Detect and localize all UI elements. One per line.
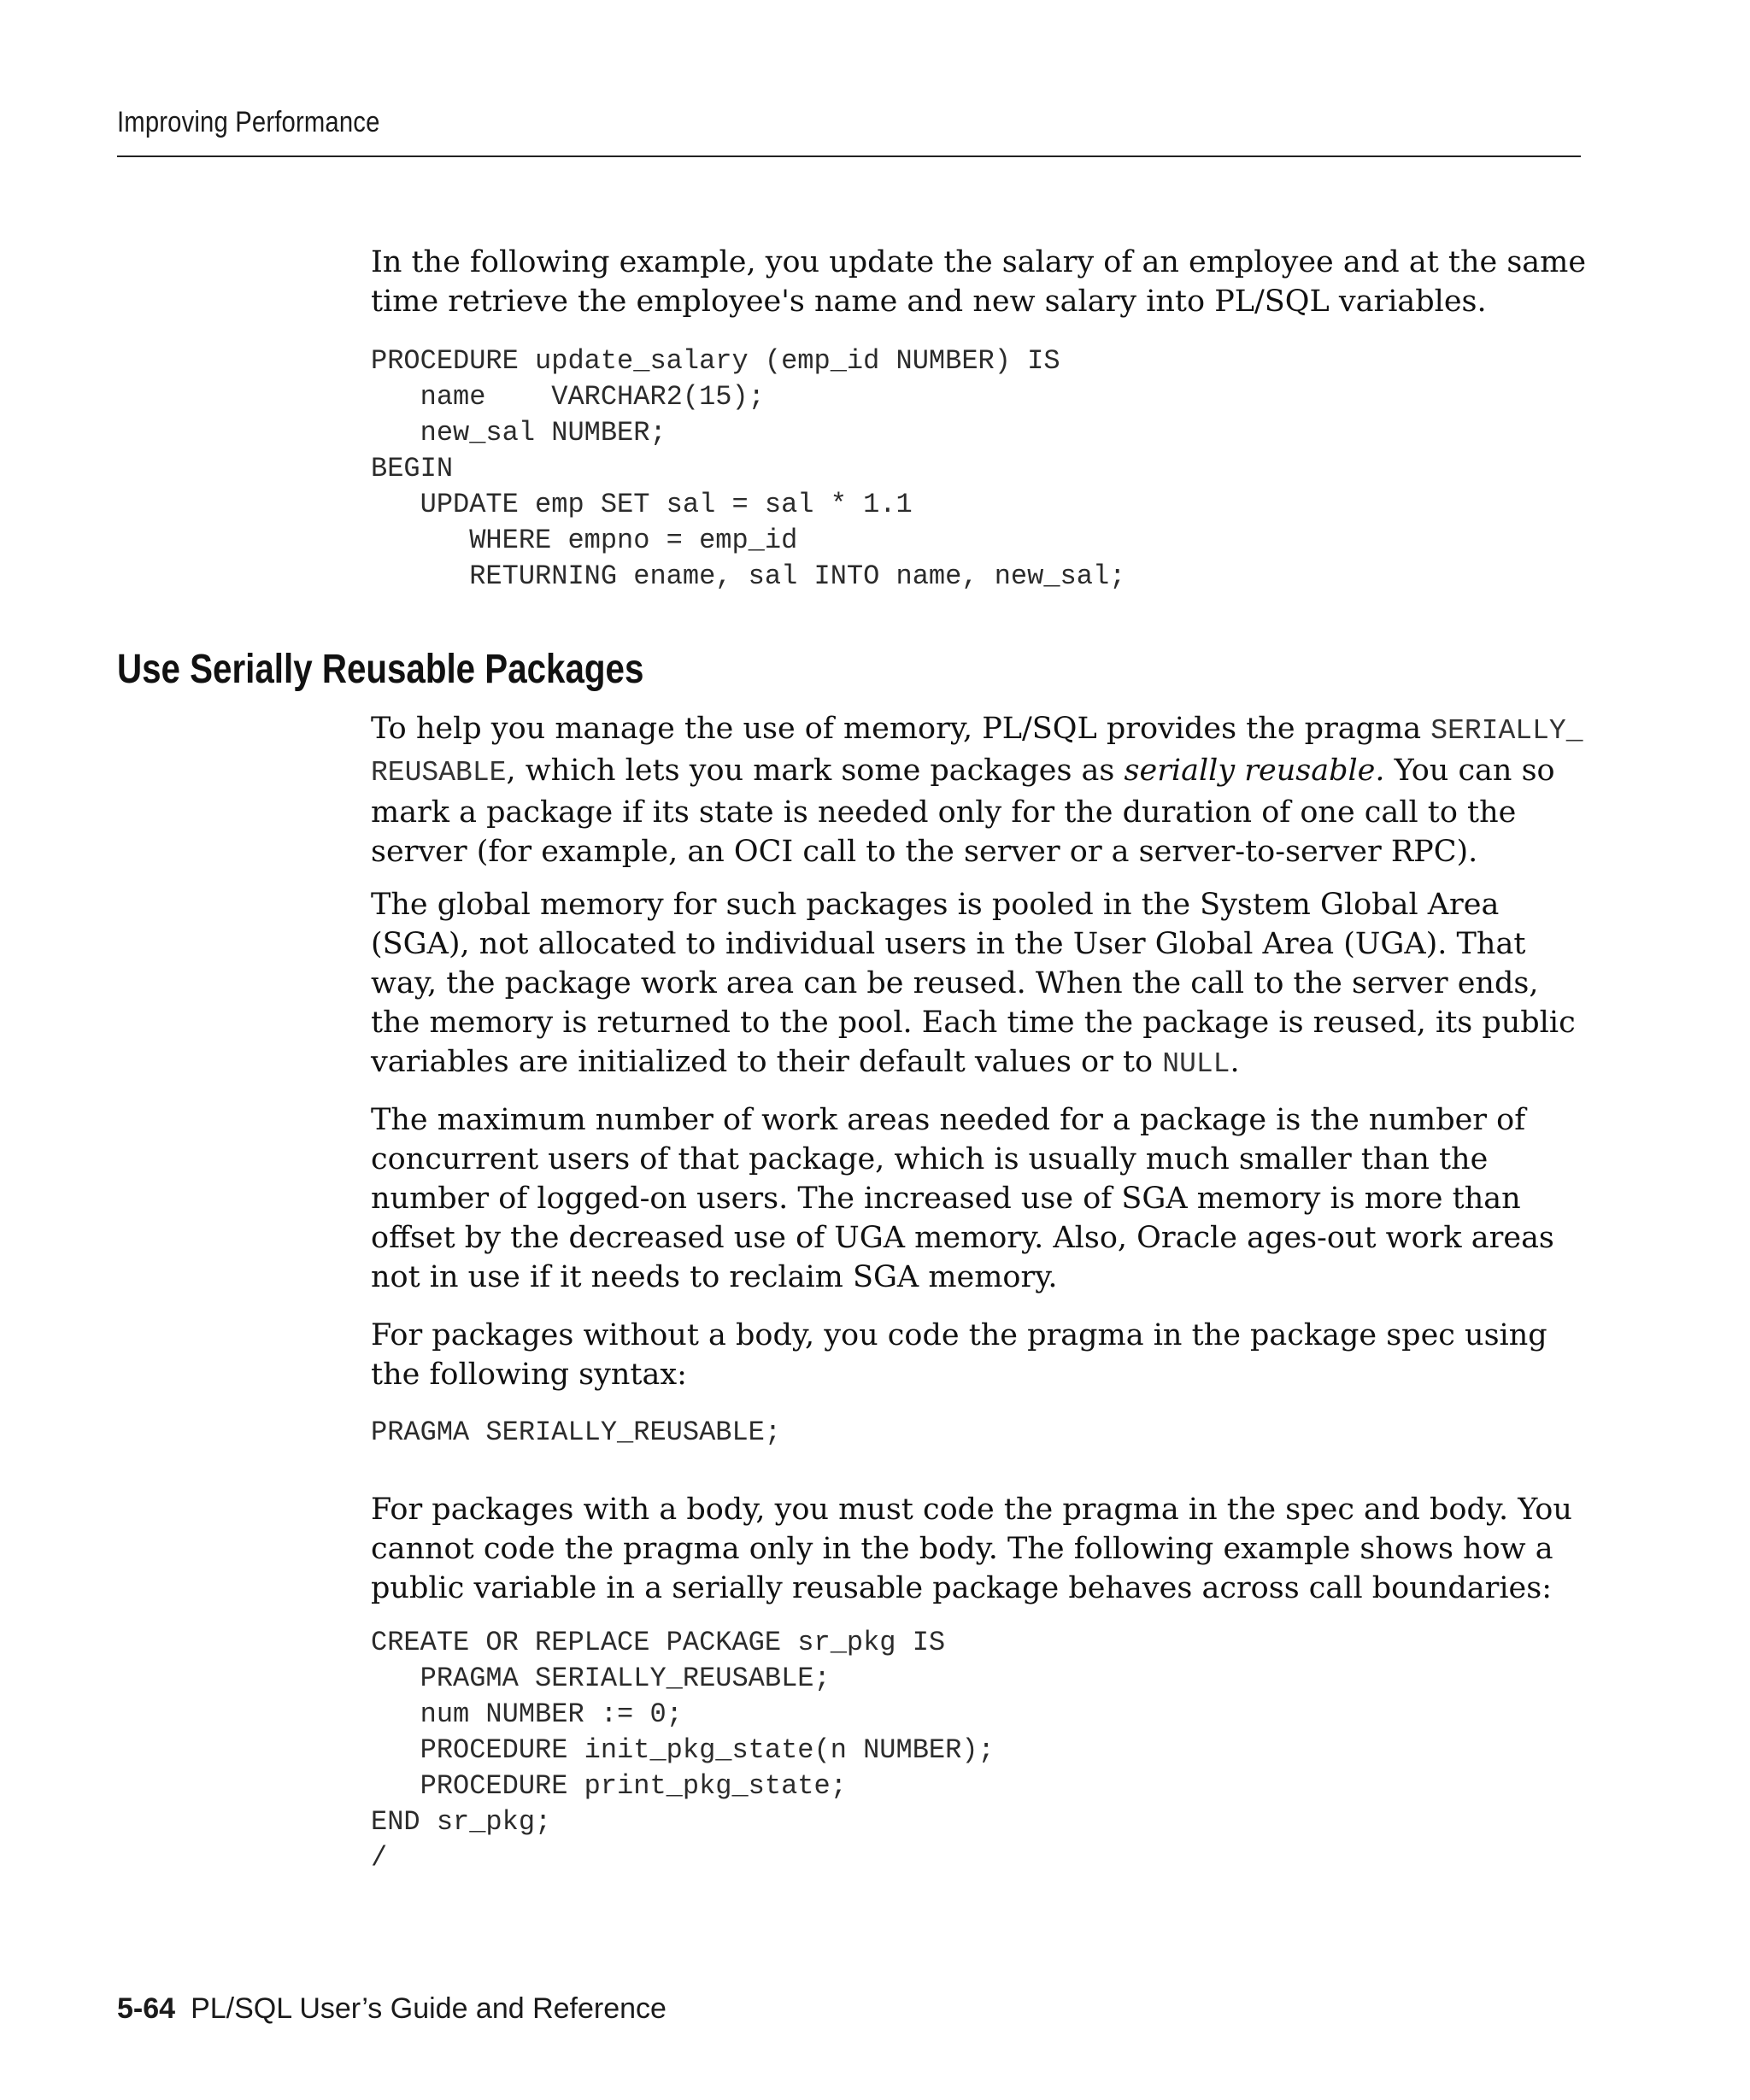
p2-text-end: .	[1230, 1045, 1240, 1079]
code-line: new_sal NUMBER;	[371, 417, 667, 449]
code-line: name VARCHAR2(15);	[371, 381, 765, 413]
page-number: 5-64	[117, 1992, 176, 2025]
header-rule	[117, 155, 1581, 157]
section-heading: Use Serially Reusable Packages	[117, 647, 644, 692]
code-line: PRAGMA SERIALLY_REUSABLE;	[371, 1663, 831, 1694]
code-line: UPDATE emp SET sal = sal * 1.1	[371, 489, 913, 520]
intro-paragraph: In the following example, you update the salary of an employee and at the same time retrieve the employee's name and new salary into PL/SQL variables.	[371, 245, 1587, 319]
code-line: /	[371, 1842, 388, 1874]
pragma-name-code: SERIALLY_ REUSABLE	[371, 715, 1583, 789]
null-code: NULL	[1162, 1048, 1230, 1080]
book-title: PL/SQL User’s Guide and Reference	[191, 1992, 667, 2025]
section-paragraph-3: The maximum number of work areas needed for a package is the number of concurrent users of that package, which is usually much smaller than the number of logged-on users. The increased use of SGA memory is more than offset by the decreased use of UGA memory. Also, Oracle ages-out work areas not in use if it needs to reclaim SGA memory.	[371, 1103, 1554, 1294]
section-paragraph-4: For packages without a body, you code the pragma in the package spec using the following syntax:	[371, 1318, 1547, 1392]
code-line: PROCEDURE update_salary (emp_id NUMBER) IS	[371, 345, 1060, 377]
code-line: WHERE empno = emp_id	[371, 525, 798, 556]
section-paragraph-5: For packages with a body, you must code the pragma in the spec and body. You cannot code the pragma only in the body. The following example shows how a public variable in a serially reusable package behaves across call boundaries:	[371, 1493, 1572, 1605]
running-header: Improving Performance	[117, 106, 380, 138]
code-line: CREATE OR REPLACE PACKAGE sr_pkg IS	[371, 1627, 946, 1658]
p1-emphasis: serially reusable.	[1124, 754, 1385, 788]
code-line: PROCEDURE init_pkg_state(n NUMBER);	[371, 1734, 995, 1766]
section-paragraph-2	[371, 885, 1593, 1084]
code-line: END sr_pkg;	[371, 1806, 552, 1838]
code-line: RETURNING ename, sal INTO name, new_sal;	[371, 560, 1126, 592]
code-block-update-salary	[371, 343, 1125, 595]
page-footer	[117, 1992, 667, 2026]
p2-text: The global memory for such packages is pooled in the System Global Area (SGA), not allocated to individual users in the User Global Area (UGA). That way, the package work area can be reused. When the call to the server ends, the memory is returned to the pool. Each time the package is reused, its public variables are initialized to their default values or to	[371, 888, 1576, 1079]
code-block-pragma: PRAGMA SERIALLY_REUSABLE;	[371, 1417, 782, 1448]
section-paragraph-1	[371, 709, 1593, 871]
p1-text-end: You can so mark a package if its state is needed only for the duration of one call to the server (for example, an OCI call to the server or a server-to-server RPC).	[371, 754, 1555, 869]
code-line: PROCEDURE print_pkg_state;	[371, 1770, 847, 1802]
code-line: BEGIN	[371, 453, 454, 484]
p1-text-middle: , which lets you mark some packages as	[506, 754, 1125, 788]
code-line: num NUMBER := 0;	[371, 1698, 683, 1730]
p1-text-start: To help you manage the use of memory, PL/SQL provides the pragma	[371, 712, 1431, 746]
code-block-sr-pkg	[371, 1625, 995, 1876]
